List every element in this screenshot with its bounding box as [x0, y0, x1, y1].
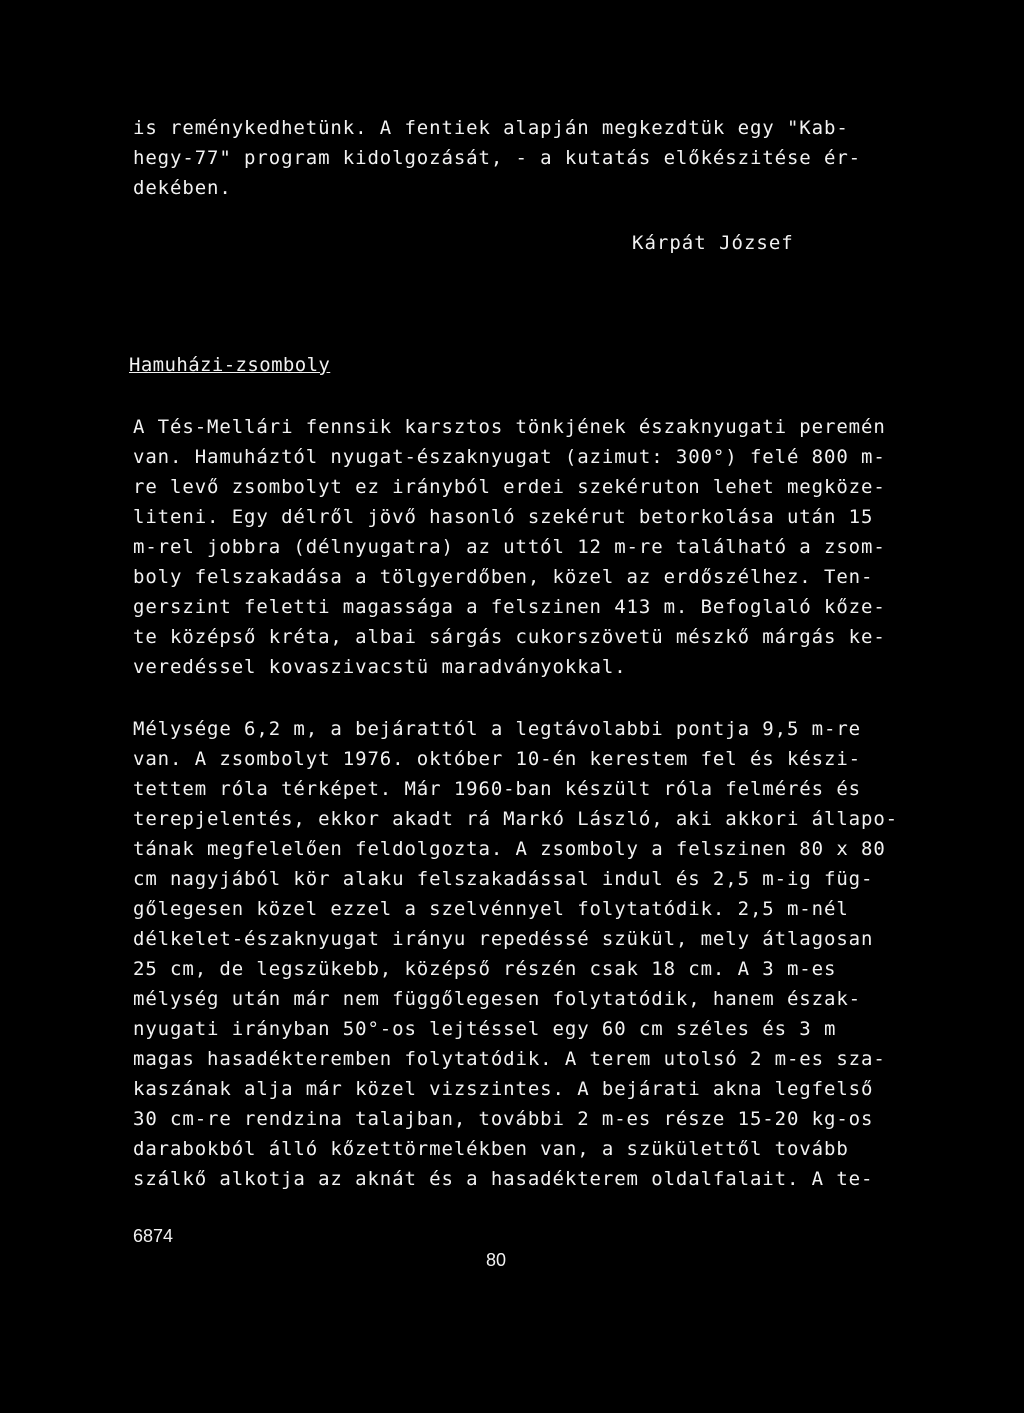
page-number: 80 — [486, 1250, 507, 1270]
paragraph-line: tának megfelelően feldolgozta. A zsomboly a felszinen 80 x 80 — [133, 838, 886, 860]
intro-line: dekében. — [133, 177, 232, 199]
paragraph-line: nyugati irányban 50°-os lejtéssel egy 60 cm széles és 3 m — [133, 1018, 837, 1040]
intro-line: is reménykedhetünk. A fentiek alapján megkezdtük egy "Kab- — [133, 117, 849, 139]
paragraph-line: cm nagyjából kör alaku felszakadással indul és 2,5 m-ig füg- — [133, 868, 874, 890]
document-code: 6874 — [133, 1226, 174, 1246]
paragraph-line: m-rel jobbra (délnyugatra) az uttól 12 m-re található a zsom- — [133, 536, 886, 558]
paragraph-line: gerszint feletti magassága a felszinen 413 m. Befoglaló kőze- — [133, 596, 886, 618]
paragraph-line: boly felszakadása a tölgyerdőben, közel az erdőszélhez. Ten- — [133, 566, 874, 588]
paragraph-line: Mélysége 6,2 m, a bejárattól a legtávolabbi pontja 9,5 m-re — [133, 718, 861, 740]
paragraph-line: terepjelentés, ekkor akadt rá Markó László, aki akkori állapo- — [133, 808, 899, 830]
paragraph-line: 25 cm, de legszükebb, középső részén csak 18 cm. A 3 m-es — [133, 958, 837, 980]
paragraph-line: délkelet-északnyugat irányu repedéssé szükül, mely átlagosan — [133, 928, 874, 950]
paragraph-line: gőlegesen közel ezzel a szelvénnyel folytatódik. 2,5 m-nél — [133, 898, 849, 920]
paragraph-line: szálkő alkotja az aknát és a hasadékterem oldalfalait. A te- — [133, 1168, 874, 1190]
paragraph-line: darabokból álló kőzettörmelékben van, a szükülettől tovább — [133, 1138, 849, 1160]
paragraph-line: tettem róla térképet. Már 1960-ban készült róla felmérés és — [133, 778, 861, 800]
author-signature: Kárpát József — [632, 232, 794, 254]
paragraph-line: liteni. Egy délről jövő hasonló szekérut betorkolása után 15 — [133, 506, 874, 528]
paragraph-line: van. Hamuháztól nyugat-északnyugat (azimut: 300°) felé 800 m- — [133, 446, 886, 468]
paragraph-line: 30 cm-re rendzina talajban, további 2 m-es része 15-20 kg-os — [133, 1108, 874, 1130]
intro-line: hegy-77" program kidolgozását, - a kutatás előkészitése ér- — [133, 147, 861, 169]
paragraph-line: van. A zsombolyt 1976. október 10-én kerestem fel és készi- — [133, 748, 861, 770]
paragraph-line: mélység után már nem függőlegesen folytatódik, hanem észak- — [133, 988, 861, 1010]
paragraph-line: magas hasadékteremben folytatódik. A terem utolsó 2 m-es sza- — [133, 1048, 886, 1070]
paragraph-line: veredéssel kovaszivacstü maradványokkal. — [133, 656, 627, 678]
paragraph-line: te középső kréta, albai sárgás cukorszövetü mészkő márgás ke- — [133, 626, 886, 648]
paragraph-line: A Tés-Mellári fennsik karsztos tönkjének északnyugati peremén — [133, 416, 886, 438]
section-title: Hamuházi-zsomboly — [129, 354, 331, 376]
paragraph-line: kaszának alja már közel vizszintes. A bejárati akna legfelső — [133, 1078, 874, 1100]
paragraph-line: re levő zsombolyt ez irányból erdei szekéruton lehet megköze- — [133, 476, 886, 498]
